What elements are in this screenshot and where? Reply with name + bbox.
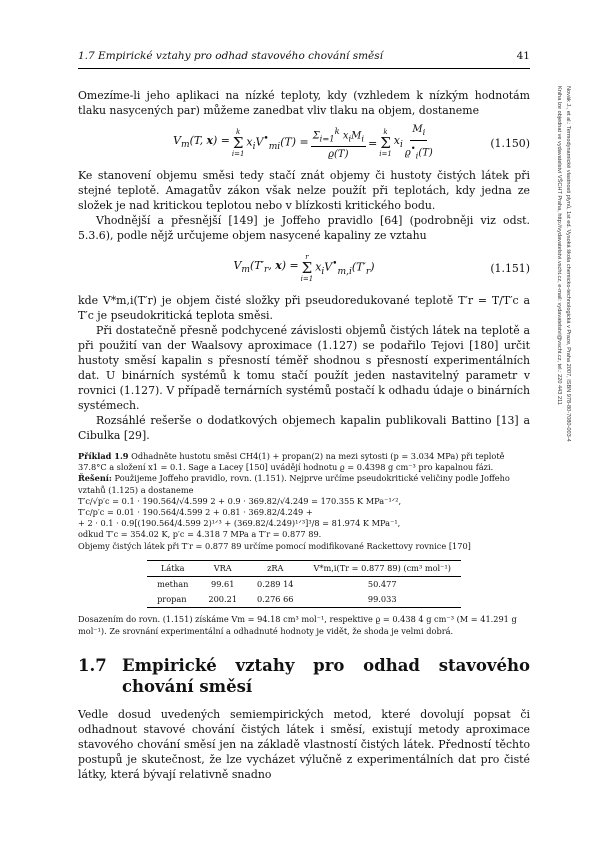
table-header-row xyxy=(147,560,461,576)
solution-line-c: + 2 · 0.1 · 0.9[(190.564/4.599 2)¹ᐟ³ + (369.82/4.249)¹ᐟ³]³/8 = 81.974 K MPa⁻¹, xyxy=(78,518,401,529)
substance-table xyxy=(147,560,461,609)
table-cell: 99.61 xyxy=(210,579,235,590)
example-result: Dosazením do rovn. (1.151) získáme Vm = 94.18 cm³ mol⁻¹, respektive ϱ = 0.438 4 g cm⁻³ (M = 41.291 g mol⁻¹). Ze srovnání experimentální a odhadnuté hodnoty je vidět, že shoda je velmi dobrá. xyxy=(78,614,517,636)
table-header: V*m,i(Tr = 0.877 89) (cm³ mol⁻¹) xyxy=(304,560,461,576)
paragraph-4: kde V*m,i(T′r) je objem čisté složky při pseudoredukované teplotě T′r = T/T′c a T′c je pseudokritická teplota směsi. xyxy=(78,294,530,322)
table-cell: 0.289 14 xyxy=(257,579,294,590)
side-note-line-1: Novák J., et al.: Termodynamické vlastnosti plynů, 1st ed. Vysoká škola chemicko-technologická v Praze, Praha 2007, ISBN 978-80-7080-003-4 xyxy=(565,86,571,442)
header-title: 1.7 Empirické vztahy pro odhad stavového chování směsí xyxy=(78,50,384,62)
section-title: Empirické vztahy pro odhad stavového chování směsí xyxy=(122,655,530,696)
example-label: Příklad 1.9 xyxy=(78,451,129,461)
solution-line-a: T′c/√p′c = 0.1 · 190.564/√4.599 2 + 0.9 · 369.82/√4.249 = 170.355 K MPa⁻¹ᐟ², xyxy=(78,495,402,506)
table-header: zRA xyxy=(247,560,303,576)
main-text xyxy=(78,88,530,782)
section-number: 1.7 xyxy=(78,655,107,675)
side-copyright-note xyxy=(532,86,572,586)
solution-line-b: T′c/p′c = 0.01 · 190.564/4.599 2 + 0.81 · 369.82/4.249 + xyxy=(78,507,313,518)
table-cell: 99.033 xyxy=(367,594,397,605)
section-paragraph: Vedle dosud uvedených semiempirických metod, které dovolují popsat či odhadnout stavové chování čistých látek i směsí, existují metody aproximace stavového chování směsí jen na základě vlastností čistých látek. Předností těchto postupů je skutečnost, že lze vycházet výlučně z experimentálních dat pro čisté látky, která bývají relativně snadno xyxy=(78,707,530,781)
table-cell: methan xyxy=(157,579,189,590)
table-header: VRA xyxy=(198,560,247,576)
paragraph-3: Vhodnější a přesnější [149] je Joffeho pravidlo [64] (podrobněji viz odst. 5.3.6), podle nějž určujeme objem nasycené kapaliny ze vztahu xyxy=(78,214,530,242)
solution-line-e: Objemy čistých látek při T′r = 0.877 89 určíme pomocí modifikované Rackettovy rovnice [170] xyxy=(78,540,471,551)
table-cell: 50.477 xyxy=(367,579,397,590)
side-note-line-2: Kniha lze objednat ve vydavatelství VŠCHT Praha, http://vydavatelstvi.vscht.cz, e-mail: vydavatelstvi@vscht.cz, tel.: 220 443 211 xyxy=(556,86,562,405)
equation-number: (1.150) xyxy=(490,136,530,150)
table-row xyxy=(147,577,461,593)
equation-1151: $V_m(T'_r$, x) = r Σ i=1 $x_iV^•_{m,i}(T'_r)$ (1.151) xyxy=(233,253,530,283)
header-rule xyxy=(78,68,530,69)
page-number: 41 xyxy=(516,50,530,62)
paragraph-5: Při dostatečně přesně podchycené závislosti objemů čistých látek na teplotě a při použití van der Waalsovy aproximace (1.127) se podařilo Tejovi [180] určit hustoty směsí kapalin s přesností téměř shodnou s přesností experimentálních dat. U binárních systémů k tomu stačí použít jeden nastavitelný parametr v rovnici (1.127). V případě ternárních systémů postačí k odhadu údaje o binárních systémech. xyxy=(78,324,530,412)
solution-line-d: odkud T′c = 354.02 K, p′c = 4.318 7 MPa a T′r = 0.877 89. xyxy=(78,529,322,540)
table-row xyxy=(147,592,461,608)
running-header xyxy=(78,50,530,66)
table-cell: propan xyxy=(157,594,187,605)
paragraph-6: Rozsáhlé rešerše o dodatkových objemech kapalin publikovali Battino [13] a Cibulka [29]. xyxy=(78,414,530,442)
paragraph-1: Omezíme-li jeho aplikaci na nízké teploty, kdy (vzhledem k nízkým hodnotám tlaku nasycených par) můžeme zanedbat vliv tlaku na objem, dostaneme xyxy=(78,89,530,117)
table-header: Látka xyxy=(147,560,198,576)
equation-number: (1.151) xyxy=(490,261,530,275)
equation-1150: $V_m(T$, x) = k Σ i=1 $x_iV^•_{mi}(T)$ = $\frac{\Sigma_{i=1}^k x_iM_i}{ϱ(T)}$ = k Σ i=1 $x_i$ $\frac{M_i}{ϱ^•_i(T)}$ (1.150) xyxy=(173,124,530,161)
example-block xyxy=(78,451,530,637)
table-cell: 0.276 66 xyxy=(257,594,294,605)
solution-text: Použijeme Joffeho pravidlo, rovn. (1.151). Nejprve určíme pseudokritické veličiny podle Joffeho vztahů (1.125) a dostaneme xyxy=(78,473,510,495)
paragraph-2: Ke stanovení objemu směsi tedy stačí znát objemy či hustoty čistých látek při stejné teplotě. Amagatův zákon však nelze použít při teplotách, kdy jedna ze složek je nad kritickou teplotou nebo v blízkosti kritického bodu. xyxy=(78,169,530,212)
table-cell: 200.21 xyxy=(208,594,238,605)
example-text: Odhadněte hustotu směsi CH4(1) + propan(2) na mezi sytosti (p = 3.034 MPa) při teplotě 37.8°C a složení x1 = 0.1. Sage a Lacey [150] uvádějí hodnotu ϱ = 0.4398 g cm⁻³ pro kapalnou fázi. xyxy=(78,451,505,473)
solution-label: Řešení: xyxy=(78,473,112,484)
section-heading xyxy=(78,655,530,697)
